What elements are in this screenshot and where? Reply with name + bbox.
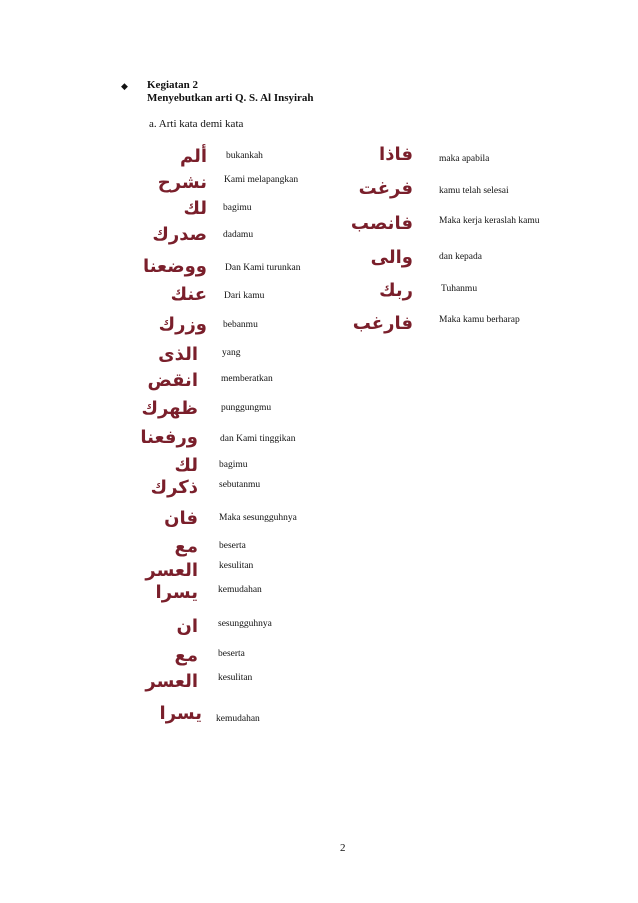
arabic-word: ألم [179, 146, 207, 167]
arabic-word: لك [183, 198, 207, 219]
arabic-word: العسر [145, 671, 198, 692]
arabic-word: فرغت [358, 178, 413, 199]
arabic-word: يسرا [159, 703, 202, 724]
activity-number: Kegiatan 2 [147, 79, 199, 91]
word-meaning: Maka kerja keraslah kamu [439, 216, 540, 226]
arabic-word: مع [174, 536, 198, 557]
activity-heading: Menyebutkan arti Q. S. Al Insyirah [147, 92, 314, 104]
word-meaning: memberatkan [221, 374, 273, 384]
word-meaning: Maka kamu berharap [439, 315, 520, 325]
word-meaning: bagimu [219, 460, 248, 470]
arabic-word: ربك [379, 280, 413, 301]
arabic-word: فان [164, 508, 198, 529]
arabic-word: العسر [145, 560, 198, 581]
word-meaning: dadamu [223, 230, 254, 240]
arabic-word: الذى [158, 344, 198, 365]
arabic-word: فارغب [352, 313, 413, 334]
word-meaning: sesungguhnya [218, 619, 272, 629]
arabic-word: نشرح [157, 172, 207, 193]
activity-title [147, 79, 314, 105]
word-meaning: Maka sesungguhnya [219, 513, 297, 523]
word-meaning: beserta [218, 649, 245, 659]
page-number: 2 [340, 842, 346, 854]
word-meaning: bebanmu [223, 320, 258, 330]
word-meaning: kamu telah selesai [439, 186, 509, 196]
arabic-word: وزرك [158, 314, 207, 335]
word-meaning: dan kepada [439, 252, 482, 262]
arabic-word: مع [174, 645, 198, 666]
word-meaning: yang [222, 348, 241, 358]
word-meaning: kesulitan [218, 673, 253, 683]
arabic-word: ورفعنا [140, 427, 198, 448]
arabic-word: ذكرك [150, 477, 198, 498]
word-meaning: bukankah [226, 151, 263, 161]
arabic-word: عنك [170, 284, 207, 305]
word-meaning: Tuhanmu [441, 284, 478, 294]
word-meaning: Dari kamu [224, 291, 265, 301]
word-meaning: kemudahan [216, 714, 260, 724]
word-meaning: beserta [219, 541, 246, 551]
arabic-word: يسرا [155, 582, 198, 603]
arabic-word: ووضعنا [142, 256, 207, 277]
word-meaning: dan Kami tinggikan [220, 434, 296, 444]
word-meaning: sebutanmu [219, 480, 261, 490]
arabic-word: انقض [147, 370, 198, 391]
word-meaning: maka apabila [439, 154, 490, 164]
section-subheading: a. Arti kata demi kata [149, 118, 244, 130]
word-meaning: kesulitan [219, 561, 254, 571]
word-meaning: Kami melapangkan [224, 175, 299, 185]
word-meaning: kemudahan [218, 585, 262, 595]
arabic-word: صدرك [152, 224, 207, 245]
arabic-word: ظهرك [141, 398, 198, 419]
word-meaning: bagimu [223, 203, 252, 213]
bullet-icon: ◆ [121, 81, 128, 91]
word-meaning: punggungmu [221, 403, 272, 413]
word-meaning: Dan Kami turunkan [225, 263, 301, 273]
arabic-word: ان [176, 616, 198, 637]
arabic-word: فاذا [379, 144, 413, 165]
arabic-word: لك [174, 455, 198, 476]
arabic-word: والى [370, 247, 413, 268]
arabic-word: فانصب [350, 213, 413, 234]
